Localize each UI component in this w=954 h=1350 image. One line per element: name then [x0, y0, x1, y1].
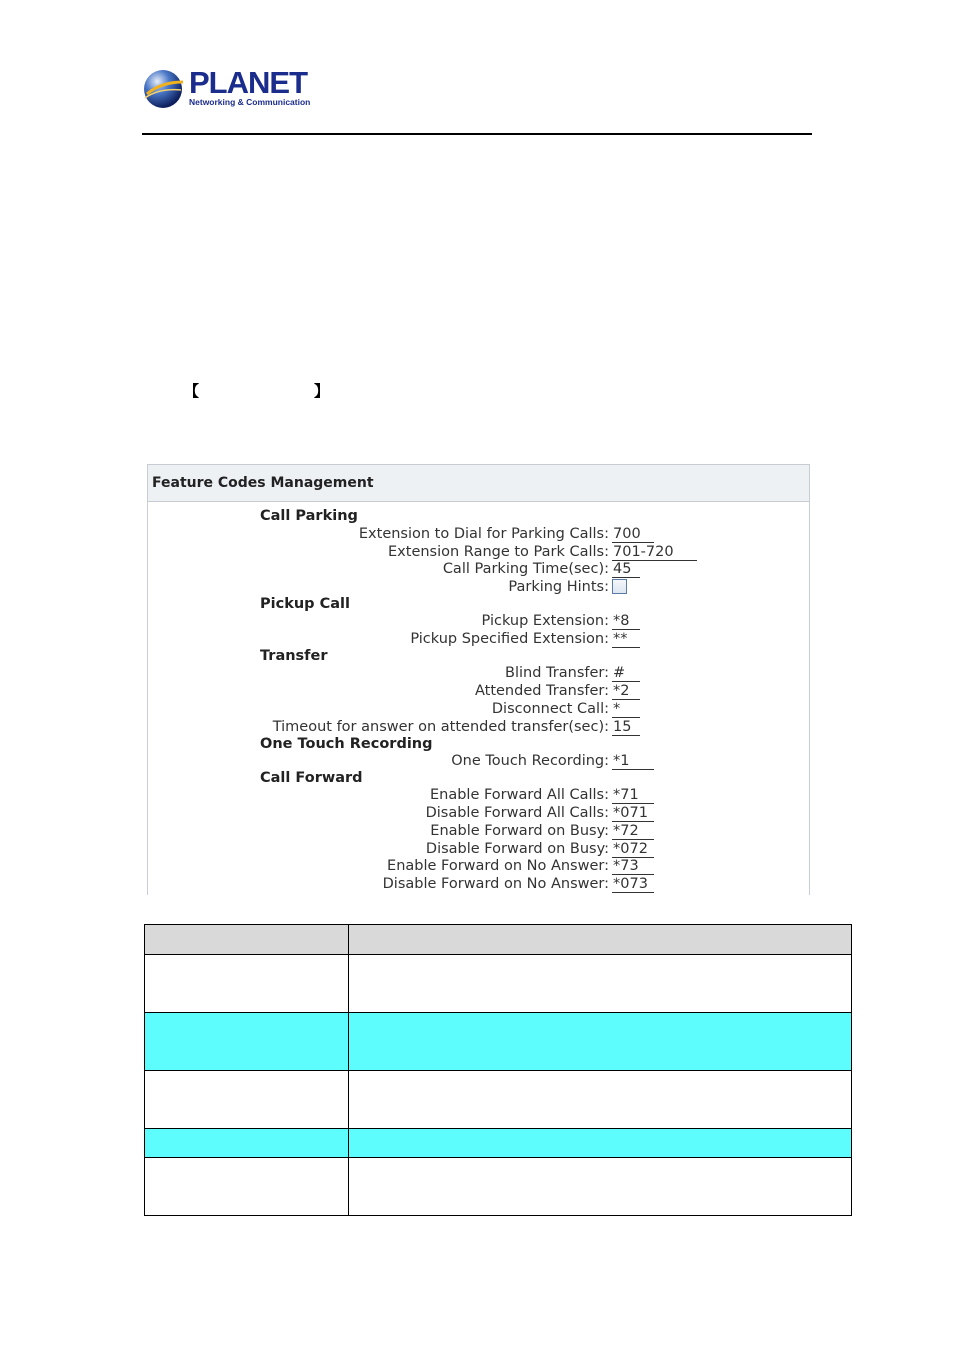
label: Extension to Dial for Parking Calls:	[358, 526, 609, 542]
label: Extension Range to Park Calls:	[388, 544, 609, 560]
description-table	[144, 924, 852, 1216]
row-parking-hints	[148, 579, 809, 597]
parking-time-input[interactable]: 45	[612, 561, 640, 578]
label: Disable Forward on Busy:	[425, 841, 609, 857]
label: Disable Forward All Calls:	[425, 805, 609, 821]
row-attended-transfer	[148, 683, 809, 701]
table-cell	[145, 1129, 349, 1158]
table-row	[145, 1158, 852, 1216]
pickup-spec-input[interactable]: **	[612, 631, 640, 648]
label: Enable Forward All Calls:	[429, 787, 609, 803]
parking-hints-checkbox[interactable]	[612, 579, 627, 594]
row-enable-forward-no-answer	[148, 858, 809, 876]
blind-transfer-input[interactable]: #	[612, 665, 640, 682]
feature-codes-panel	[147, 464, 810, 895]
ext-range-park-input[interactable]: 701-720	[612, 544, 697, 561]
label: One Touch Recording:	[451, 753, 609, 769]
row-disconnect-call	[148, 701, 809, 719]
table-cell	[349, 1129, 852, 1158]
section-call-parking: Call Parking	[260, 508, 358, 524]
row-disable-forward-all	[148, 805, 809, 823]
row-disable-forward-busy	[148, 841, 809, 859]
panel-title: Feature Codes Management	[148, 465, 809, 502]
table-cell	[349, 925, 852, 955]
row-parking-time	[148, 561, 809, 579]
row-transfer-timeout	[148, 719, 809, 737]
section-pickup-call: Pickup Call	[260, 596, 350, 612]
row-one-touch-recording	[148, 753, 809, 771]
label: Enable Forward on Busy:	[430, 823, 609, 839]
row-ext-range-park	[148, 544, 809, 562]
table-cell	[349, 1071, 852, 1129]
row-disable-forward-no-answer	[148, 876, 809, 894]
table-row	[145, 955, 852, 1013]
row-enable-forward-busy	[148, 823, 809, 841]
table-cell	[145, 1071, 349, 1129]
label: Disable Forward on No Answer:	[382, 876, 609, 892]
disconnect-call-input[interactable]: *	[612, 701, 640, 718]
label: Pickup Extension:	[481, 613, 609, 629]
label: Call Parking Time(sec):	[442, 561, 609, 577]
label: Pickup Specified Extension:	[410, 631, 609, 647]
table-row	[145, 1013, 852, 1071]
row-blind-transfer	[148, 665, 809, 683]
label: Timeout for answer on attended transfer(sec):	[272, 719, 609, 735]
section-one-touch-recording: One Touch Recording	[260, 736, 433, 752]
open-bracket: 【	[184, 382, 200, 400]
close-bracket: 】	[314, 382, 330, 400]
section-call-forward: Call Forward	[260, 770, 363, 786]
table-cell	[145, 925, 349, 955]
row-pickup-spec	[148, 631, 809, 649]
label: Blind Transfer:	[505, 665, 609, 681]
table-cell	[145, 1158, 349, 1216]
disable-forward-busy-input[interactable]: *072	[612, 841, 654, 858]
row-ext-dial-parking	[148, 526, 809, 544]
disable-forward-no-answer-input[interactable]: *073	[612, 876, 654, 893]
header-rule	[142, 133, 812, 135]
label: Attended Transfer:	[474, 683, 609, 699]
table-cell	[349, 955, 852, 1013]
planet-logo	[143, 66, 313, 110]
pickup-ext-input[interactable]: *8	[612, 613, 640, 630]
disable-forward-all-input[interactable]: *071	[612, 805, 654, 822]
label: Disconnect Call:	[491, 701, 609, 717]
label: Enable Forward on No Answer:	[387, 858, 609, 874]
section-transfer: Transfer	[260, 648, 328, 664]
globe-icon	[143, 68, 185, 110]
table-cell	[145, 1013, 349, 1071]
brand-tagline: Networking & Communication	[189, 97, 311, 107]
one-touch-recording-input[interactable]: *1	[612, 753, 654, 770]
table-cell	[349, 1013, 852, 1071]
label: Parking Hints:	[508, 579, 609, 595]
ext-dial-parking-input[interactable]: 700	[612, 526, 654, 543]
transfer-timeout-input[interactable]: 15	[612, 719, 640, 736]
enable-forward-no-answer-input[interactable]: *73	[612, 858, 654, 875]
enable-forward-busy-input[interactable]: *72	[612, 823, 654, 840]
row-pickup-ext	[148, 613, 809, 631]
table-row	[145, 1129, 852, 1158]
enable-forward-all-input[interactable]: *71	[612, 787, 654, 804]
attended-transfer-input[interactable]: *2	[612, 683, 640, 700]
table-cell	[349, 1158, 852, 1216]
row-enable-forward-all	[148, 787, 809, 805]
table-cell	[145, 955, 349, 1013]
table-header-row	[145, 925, 852, 955]
table-row	[145, 1071, 852, 1129]
brand-name: PLANET	[189, 65, 307, 100]
